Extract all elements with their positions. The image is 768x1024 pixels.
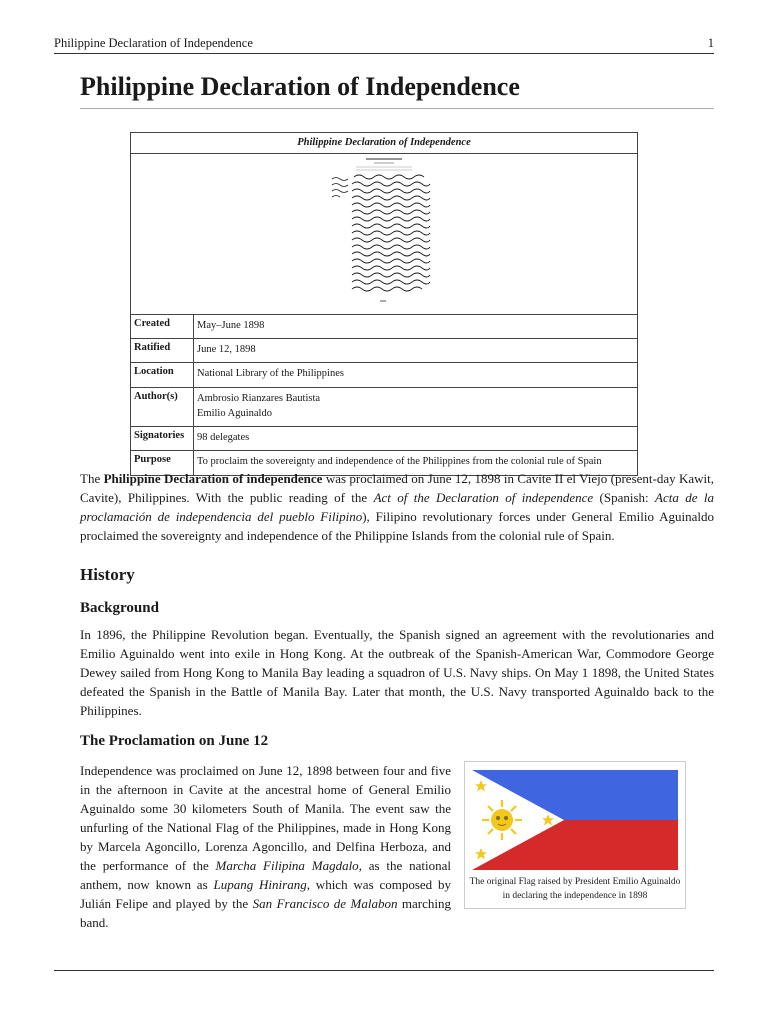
intro-paragraph [80, 469, 714, 545]
intro-text: (Spanish: [593, 490, 656, 505]
intro-bold-term: Philippine Declaration of independence [103, 471, 323, 486]
infobox-label: Ratified [131, 339, 194, 363]
background-heading: Background [80, 600, 159, 616]
infobox-label: Created [131, 315, 194, 339]
proclamation-italic-term: Lupang Hinirang [213, 877, 307, 892]
running-header [54, 36, 714, 54]
scanned-document-icon [328, 155, 440, 307]
author-name: Emilio Aguinaldo [197, 407, 272, 419]
infobox-row [131, 363, 638, 387]
infobox-value: To proclaim the sovereignty and independence of the Philippines from the colonial rule of Spain [194, 451, 638, 475]
proclamation-italic-term: San Francisco de Malabon [252, 896, 398, 911]
infobox-row [131, 427, 638, 451]
intro-italic-term: Act of the Declaration of independence [373, 490, 594, 505]
proclamation-italic-term: Marcha Filipina Magdalo [215, 858, 359, 873]
infobox-value: May–June 1898 [194, 315, 638, 339]
page-title: Philippine Declaration of Independence [80, 72, 714, 109]
infobox-value: National Library of the Philippines [194, 363, 638, 387]
infobox-label: Author(s) [131, 387, 194, 426]
page-number: 1 [707, 36, 714, 50]
flag-figure [464, 761, 686, 909]
infobox [130, 132, 638, 476]
infobox-value: 98 delegates [194, 427, 638, 451]
infobox-value: June 12, 1898 [194, 339, 638, 363]
intro-italic-term: Acta de la proclamación de independencia del pueblo Filipino [80, 490, 714, 524]
footer-rule [54, 970, 714, 971]
intro-text: ), Filipino revolutionary forces under General Emilio Aguinaldo proclaimed the sovereignty and independence of the Philippine Islands from the colonial rule of Spain. [80, 509, 714, 543]
proclamation-text: , which was composed by Julián Felipe and played by the [80, 877, 452, 911]
history-heading: History [80, 565, 135, 584]
infobox-image-cell [131, 154, 638, 315]
proclamation-text: , as the national anthem, now known as [80, 858, 451, 892]
proclamation-heading: The Proclamation on June 12 [80, 733, 269, 749]
infobox-row [131, 315, 638, 339]
author-name: Ambrosio Rianzares Bautista [197, 392, 321, 404]
background-paragraph: In 1896, the Philippine Revolution began. Eventually, the Spanish signed an agreement with the revolutionaries and Emilio Aguinaldo went into exile in Hong Kong. At the outbreak of the Spanish-American War, Commodore George Dewey sailed from Hong Kong to Manila Bay leading a squadron of U.S. Navy ships. On May 1 1898, the United States defeated the Spanish in the Battle of Manila Bay. Later that month, the U.S. Navy transported Aguinaldo back to the Philippines. [80, 627, 714, 718]
intro-text: The [80, 471, 104, 486]
infobox-label: Signatories [131, 427, 194, 451]
infobox-value [194, 387, 638, 426]
infobox-label: Location [131, 363, 194, 387]
proclamation-paragraph [80, 761, 451, 932]
infobox-row [131, 387, 638, 426]
proclamation-text: marching band. [80, 896, 452, 930]
infobox-row [131, 339, 638, 363]
philippine-flag-image [472, 770, 678, 870]
infobox-caption: Philippine Declaration of Independence [131, 133, 638, 154]
intro-text: was proclaimed on June 12, 1898 in Cavite II el Viejo (present-day Kawit, Cavite), Philippines. With the public reading of the [80, 471, 715, 505]
infobox-label: Purpose [131, 451, 194, 475]
proclamation-text: Independence was proclaimed on June 12, 1898 between four and five in the afternoon in Cavite at the ancestral home of General Emilio Aguinaldo some 30 kilometers South of Manila. The event saw the unfurling of the National Flag of the Philippines, made in Hong Kong by Marcela Agoncillo, Lorenza Agoncillo, and Delfina Herboza, and the performance of the [80, 763, 451, 873]
figure-caption: The original Flag raised by President Emilio Aguinaldo in declaring the independence in 1898 [469, 877, 681, 901]
running-title: Philippine Declaration of Independence [54, 36, 253, 50]
